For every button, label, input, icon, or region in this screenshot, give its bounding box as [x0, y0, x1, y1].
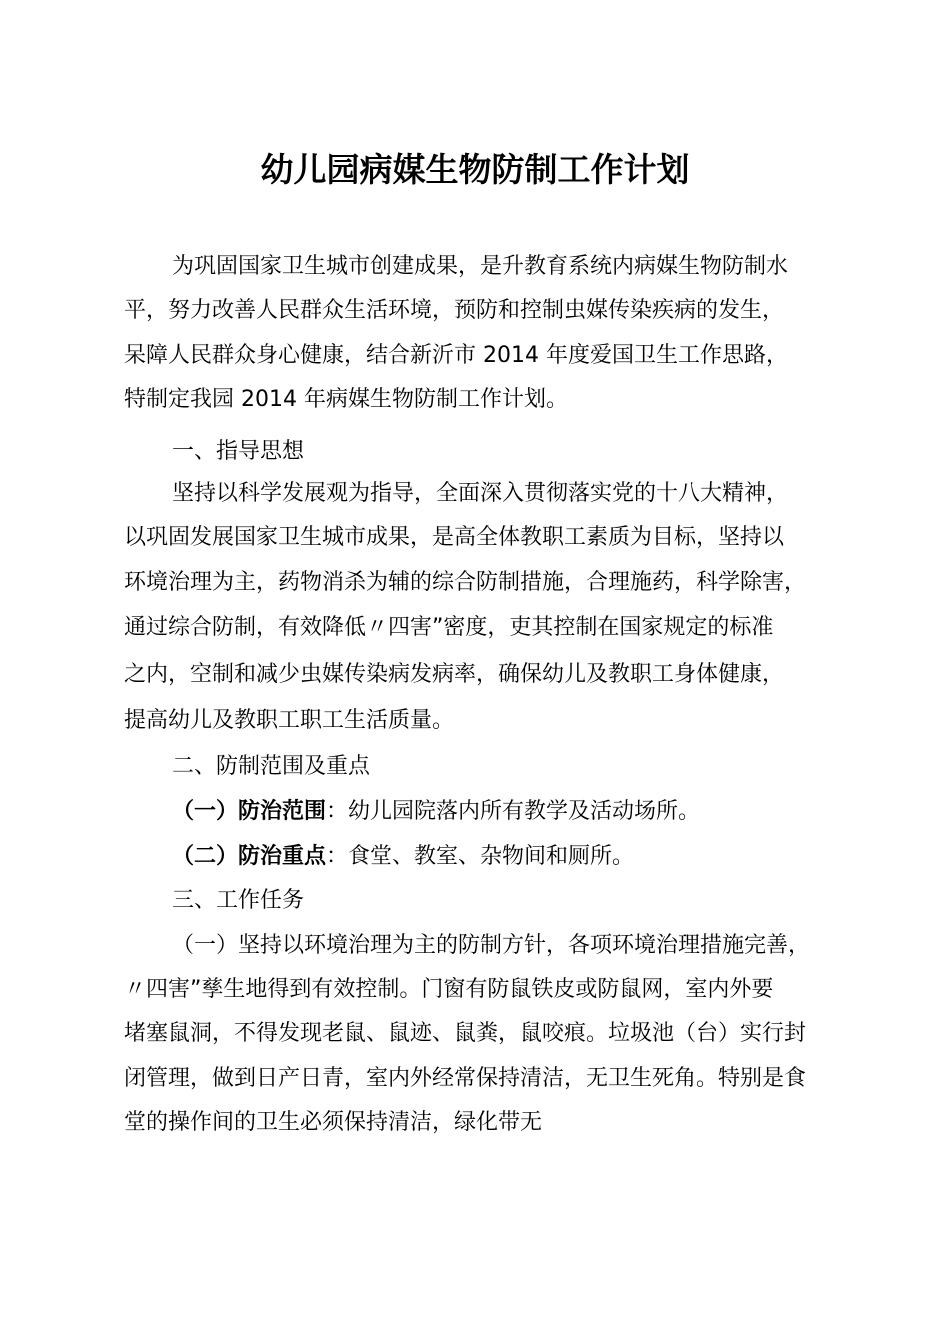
section3-line: 堵塞鼠洞，不得发现老鼠、鼠迹、鼠粪，鼠咬痕。垃圾池（台）实行封 — [124, 1021, 807, 1046]
section1-line: 环境治理为主，药物消杀为辅的综合防制措施，合理施药，科学除害， — [124, 570, 807, 595]
section2-heading: 二、防制范围及重点 — [172, 754, 371, 779]
section2-item-1 — [172, 797, 700, 827]
section3-line: 〃四害”孳生地得到有效控制。门窗有防鼠铁皮或防鼠网，室内外要 — [124, 977, 774, 1002]
section1-line: 以巩固发展国家卫生城市成果，是高全体教职工素质为目标，坚持以 — [124, 525, 785, 550]
intro-line: 为巩固国家卫生城市创建成果，是升教育系统内病媒生物防制水 — [172, 254, 789, 279]
section3-line: 闭管理，做到日产日青，室内外经常保持清洁，无卫生死角。特别是食 — [124, 1066, 807, 1091]
section2-item-2-label: （二）防治重点 — [172, 844, 327, 869]
section2-item-2-text: ：食堂、教室、杂物间和厕所。 — [326, 844, 635, 869]
document-title: 幼儿园病媒生物防制工作计划 — [260, 150, 690, 189]
section1-line: 通过综合防制，有效降低〃四害”密度，吏其控制在国家规定的标准 — [124, 615, 774, 640]
section1-line: 之内，空制和减少虫媒传染病发病率，确保幼儿及教职工身体健康， — [124, 662, 785, 687]
section2-item-2 — [172, 842, 634, 872]
intro-line: 特制定我园 2014 年病媒生物防制工作计划。 — [124, 387, 568, 412]
section3-line: 堂的操作间的卫生必须保持清洁，绿化带无 — [124, 1110, 543, 1135]
section2-item-1-text: ：幼儿园院落内所有教学及活动场所。 — [326, 799, 701, 824]
section3-line: （一）坚持以环境治理为主的防制方针，各项环境治理措施完善， — [172, 933, 811, 958]
section3-heading: 三、工作任务 — [172, 888, 305, 913]
section1-line: 坚持以科学发展观为指导，全面深入贯彻落实党的十八大精神， — [172, 481, 789, 506]
section1-line: 提高幼儿及教职工职工生活质量。 — [124, 708, 455, 733]
section2-item-1-label: （一）防治范围 — [172, 799, 327, 824]
intro-line: 平，努力改善人民群众生活环境，预防和控制虫媒传染疾病的发生， — [124, 298, 785, 323]
section1-heading: 一、指导思想 — [172, 439, 305, 464]
intro-line: 呆障人民群众身心健康，结合新沂市 2014 年度爱国卫生工作思路， — [124, 343, 788, 368]
